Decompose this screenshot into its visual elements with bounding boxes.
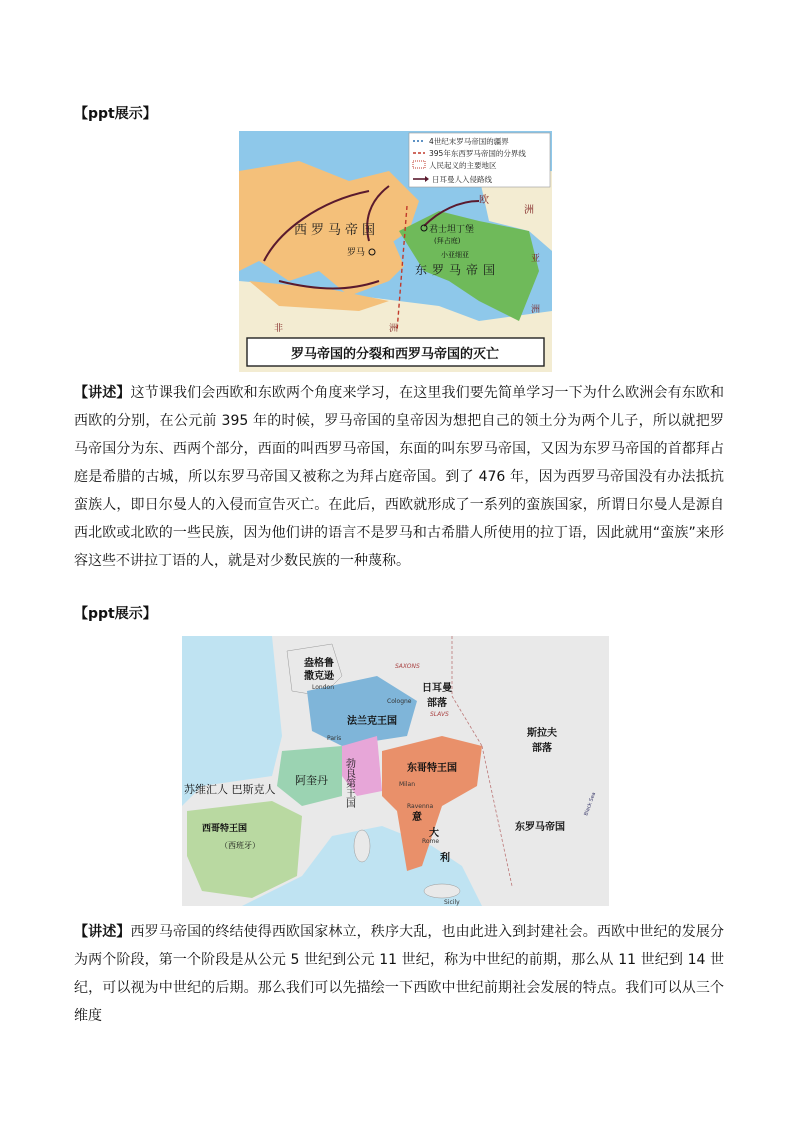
map1-label-asia-minor: 小亚细亚 <box>441 251 469 259</box>
paragraph-1-tag: 【讲述】 <box>74 385 131 401</box>
map2-label-spain: （西班牙） <box>220 841 260 850</box>
map1-label-byzantium: (拜占庭) <box>434 237 461 245</box>
map2-label-slavs-2: 部落 <box>532 743 552 754</box>
map2-label-sicily: Sicily <box>444 899 460 906</box>
map1-legend-item-2: 395年东西罗马帝国的分界线 <box>429 149 526 158</box>
map1-label-africa-2: 洲 <box>389 324 399 334</box>
map2-label-saxons: SAXONS <box>395 663 420 670</box>
map2-label-franks: 法兰克王国 <box>347 716 397 727</box>
roman-empire-map <box>239 131 552 372</box>
map1-label-west-empire: 西罗马帝国 <box>294 223 380 238</box>
paragraph-2 <box>74 918 724 1030</box>
map2-label-german-tribes-2: 部落 <box>427 698 447 709</box>
map1-label-asia-2: 洲 <box>531 305 541 315</box>
paragraph-2-tag: 【讲述】 <box>74 924 131 940</box>
map2-label-slavs-en: SLAVS <box>430 711 449 718</box>
map1-label-rome: 罗马 <box>347 248 366 258</box>
paragraph-2-text: 西罗马帝国的终结使得西欧国家林立，秩序大乱，也由此进入到封建社会。西欧中世纪的发展分为两个阶段，第一个阶段是从公元 5 世纪到公元 11 世纪，称为中世纪的前期，那么从 11 世纪到 14 世纪，可以视为中世纪的后期。那么我们可以先描绘一下西欧中世纪前期社会发展的特点。我们可以从三个维度 <box>74 924 725 1024</box>
map2-label-aquitaine: 阿奎丹 <box>295 774 328 787</box>
europe-kingdoms-map <box>182 636 609 906</box>
map2-label-rome: Rome <box>422 838 440 845</box>
map2-corsica <box>354 830 370 862</box>
map1-label-asia-1: 亚 <box>531 254 541 264</box>
map1-label-constantinople: 君士坦丁堡 <box>429 225 475 235</box>
map2-label-london: London <box>312 684 334 691</box>
map1-legend-item-4: 日耳曼人入侵路线 <box>432 175 492 184</box>
map2-label-visigoths: 西哥特王国 <box>202 824 248 834</box>
map1-legend-item-1: 4世纪末罗马帝国的疆界 <box>429 137 509 146</box>
map1-label-africa-1: 非 <box>274 324 284 334</box>
paragraph-1-text: 这节课我们会西欧和东欧两个角度来学习，在这里我们要先简单学习一下为什么欧洲会有东欧和西欧的分别，在公元前 395 年的时候，罗马帝国的皇帝因为想把自己的领土分为两个儿子，所以就把罗马帝国分为东、西两个部分，西面的叫西罗马帝国，东面的叫东罗马帝国，又因为东罗马帝国的首都拜占庭是希腊的古城，所以东罗马帝国又被称之为拜占庭帝国。到了 476 年，因为西罗马帝国没有办法抵抗蛮族人，即日尔曼人的入侵而宣告灭亡。在此后，西欧就形成了一系列的蛮族国家，所谓日尔曼人是源自西北欧或北欧的一些民族，因为他们讲的语言不是罗马和古希腊人所使用的拉丁语，因此就用“蛮族”来形容这些不讲拉丁语的人，就是对少数民族的一种蔑称。 <box>74 385 725 569</box>
map1-caption: 罗马帝国的分裂和西罗马帝国的灭亡 <box>290 347 500 362</box>
paragraph-1 <box>74 379 724 575</box>
map1-legend-item-3: 人民起义的主要地区 <box>429 161 497 170</box>
map2-label-black-sea: Black Sea <box>583 791 598 817</box>
map2-label-italy-3: 利 <box>440 853 450 864</box>
map2-label-suevi-basques: 苏维汇人 巴斯克人 <box>184 783 276 796</box>
map2-label-paris: Paris <box>327 735 342 742</box>
map2-label-east-roman: 东罗马帝国 <box>515 822 565 833</box>
map1-label-europe-2: 洲 <box>524 205 534 216</box>
ppt-label-2: 【ppt展示】 <box>74 606 157 622</box>
map2-label-ostrogoths: 东哥特王国 <box>407 763 457 774</box>
map2-label-ravenna: Ravenna <box>407 803 434 810</box>
ppt-label-1: 【ppt展示】 <box>74 106 157 122</box>
map2-label-italy-2: 大 <box>429 828 439 839</box>
map2-sicily <box>424 884 460 898</box>
map1-label-europe-1: 欧 <box>479 195 489 206</box>
map2-label-saxon: 撒克逊 <box>304 671 334 682</box>
map2-label-milan: Milan <box>399 781 415 788</box>
map2-label-cologne: Cologne <box>387 698 412 705</box>
map2-label-burgundy: 勃良第王国 <box>343 758 355 808</box>
map2-label-slavs-1: 斯拉夫 <box>527 728 557 739</box>
map2-label-anglo: 盎格鲁 <box>304 658 334 669</box>
map2-label-italy-1: 意 <box>412 812 422 823</box>
map1-label-east-empire: 东罗马帝国 <box>415 263 501 277</box>
map2-label-german-tribes-1: 日耳曼 <box>422 683 452 694</box>
